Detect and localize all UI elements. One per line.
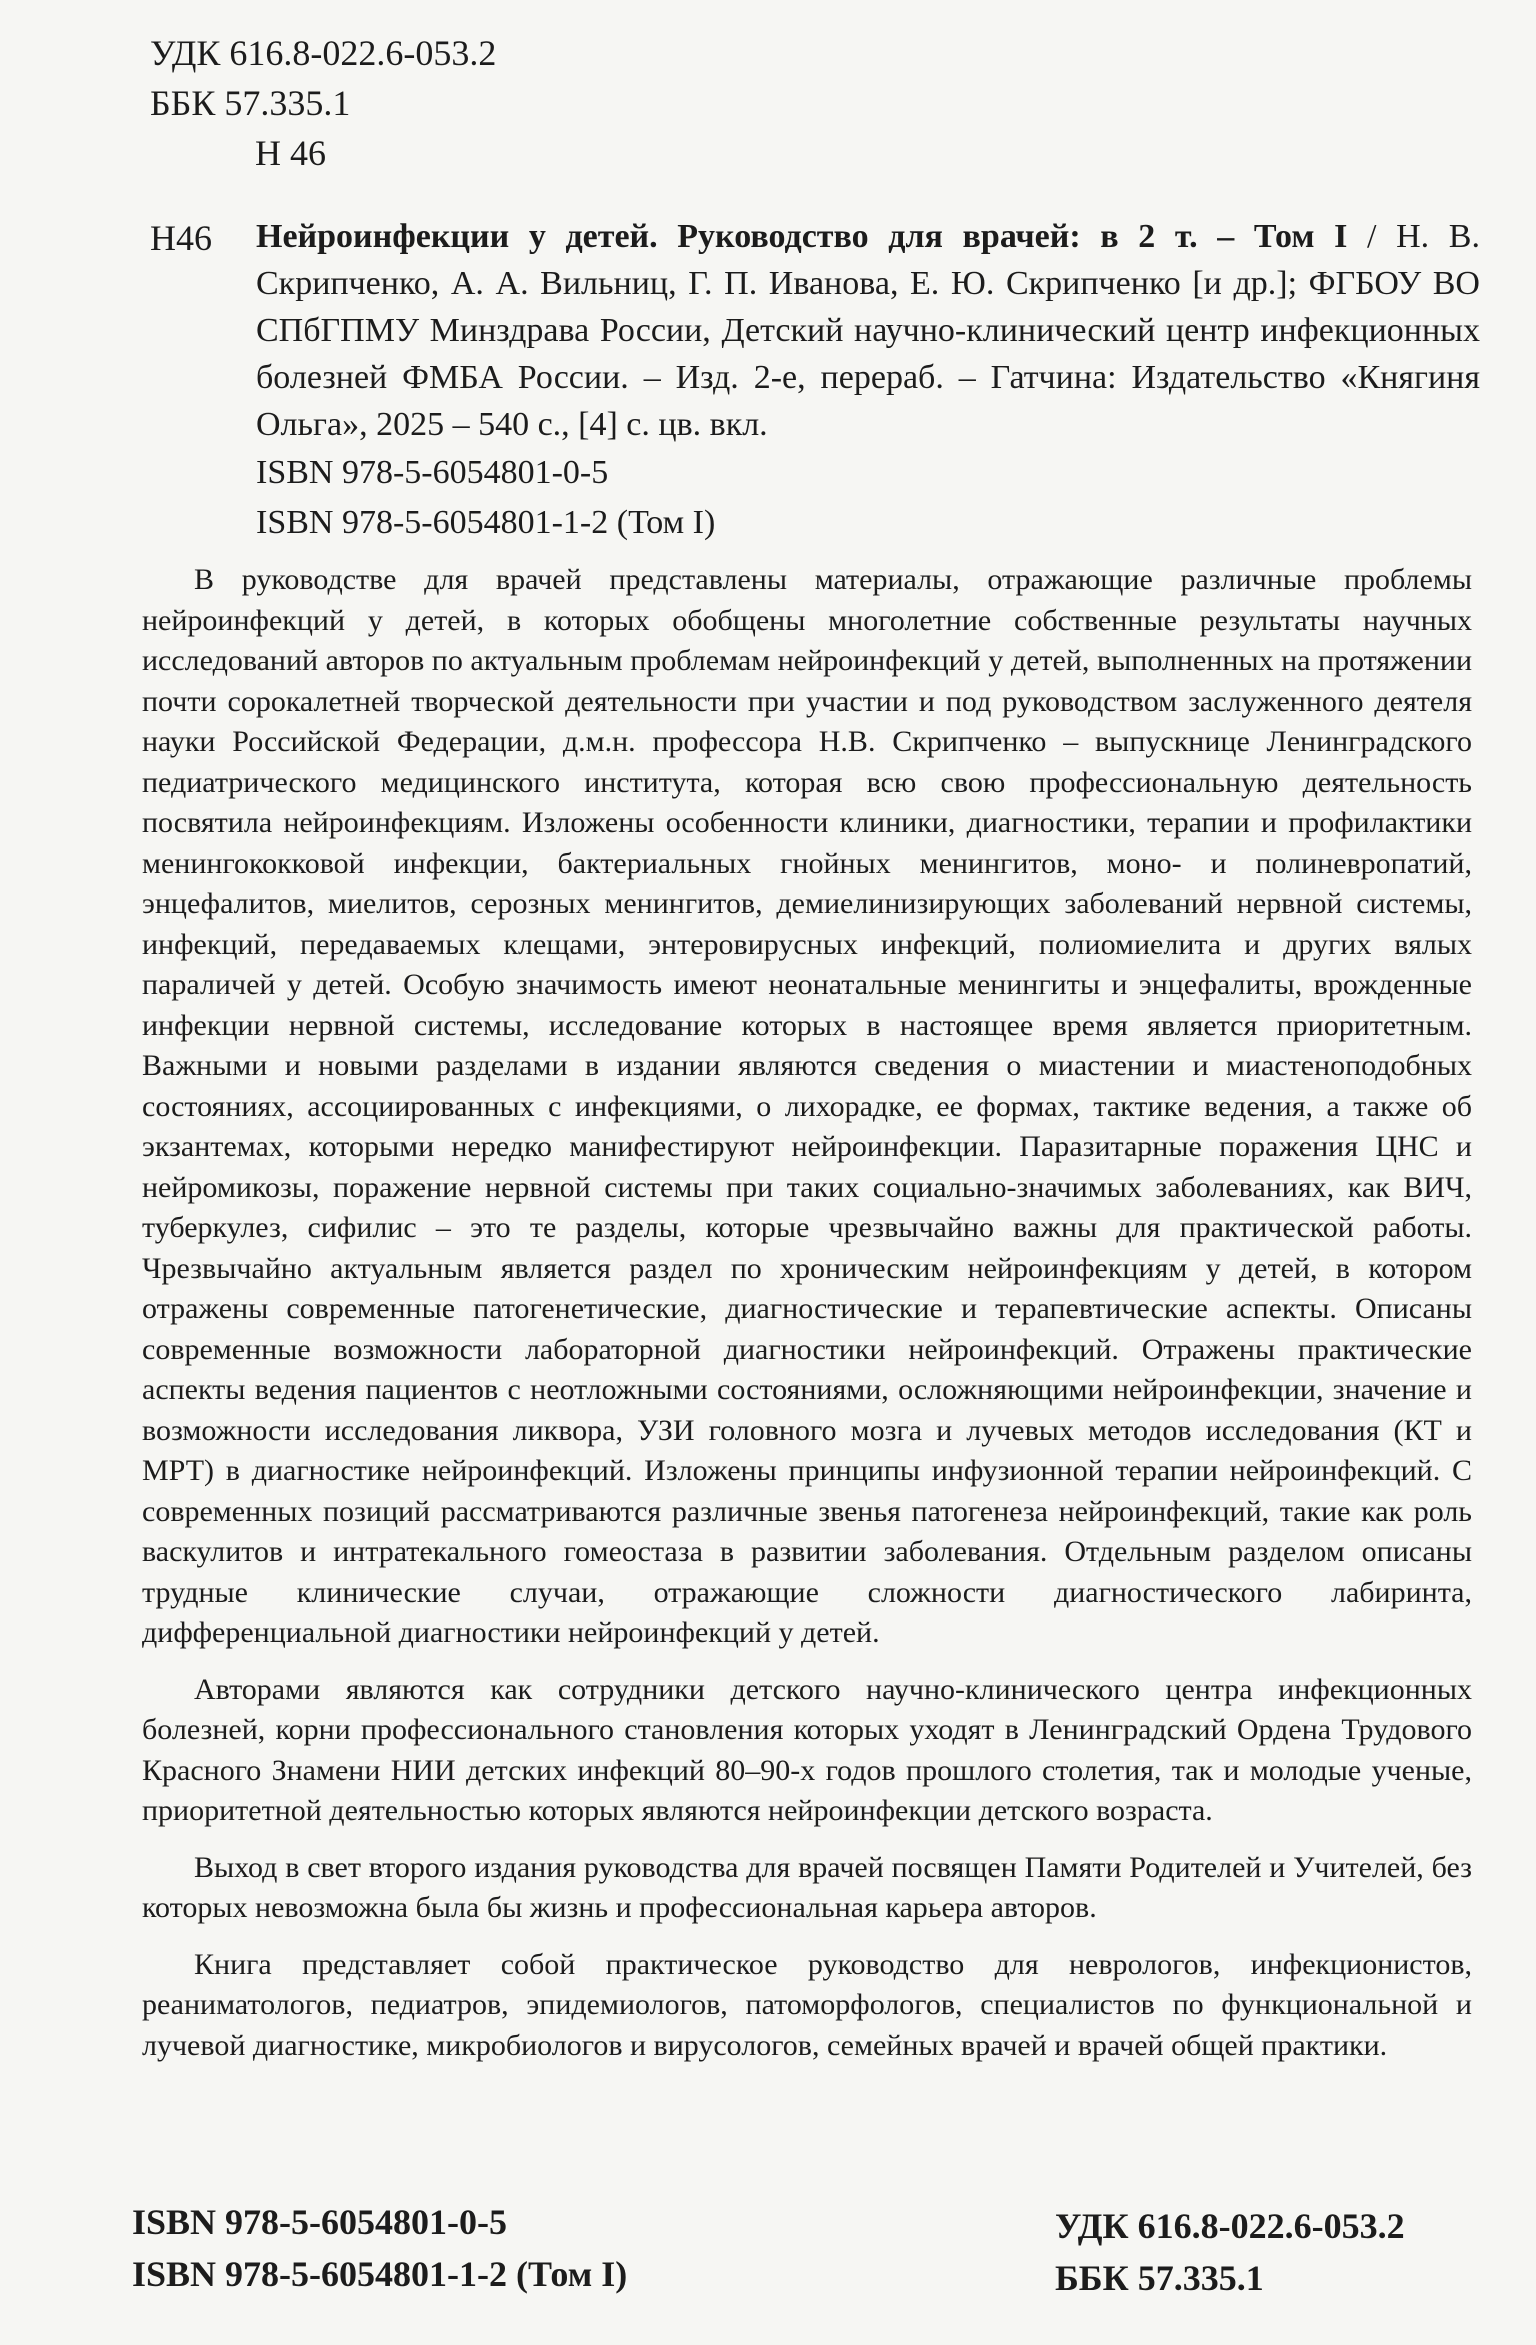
classification-header xyxy=(150,28,496,178)
annotation-paragraph: В руководстве для врачей представлены материалы, отражающие различные проблемы нейроинфекций у детей, в которых обобщены многолетние собственные результаты научных исследований авторов по актуальным проблемам нейроинфекций у детей, выполненных на протяжении почти сорокалетней творческой деятельности при участии и под руководством заслуженного деятеля науки Российской Федерации, д.м.н. профессора Н.В. Скрипченко – выпускнице Ленинградского педиатрического медицинского института, которая всю свою профессиональную деятельность посвятила нейроинфекциям. Изложены особенности клиники, диагностики, терапии и профилактики менингококковой инфекции, бактериальных гнойных менингитов, моно- и полиневропатий, энцефалитов, миелитов, серозных менингитов, демиелинизирующих заболеваний нервной системы, инфекций, передаваемых клещами, энтеровирусных инфекций, полиомиелита и других вялых параличей у детей. Особую значимость имеют неонатальные менингиты и энцефалиты, врожденные инфекции нервной системы, исследование которых в настоящее время является приоритетным. Важными и новыми разделами в издании являются сведения о миастении и миастеноподобных состояниях, ассоциированных с инфекциями, о лихорадке, ее формах, тактике ведения, а также об экзантемах, которыми нередко манифестируют нейроинфекции. Паразитарные поражения ЦНС и нейромикозы, поражение нервной системы при таких социально-значимых заболеваниях, как ВИЧ, туберкулез, сифилис – это те разделы, которые чрезвычайно важны для практической работы. Чрезвычайно актуальным является раздел по хроническим нейроинфекциям у детей, в котором отражены современные патогенетические, диагностические и терапевтические аспекты. Описаны современные возможности лабораторной диагностики нейроинфекций. Отражены практические аспекты ведения пациентов с неотложными состояниями, осложняющими нейроинфекции, значение и возможности исследования ликвора, УЗИ головного мозга и лучевых методов исследования (КТ и МРТ) в диагностике нейроинфекций. Изложены принципы инфузионной терапии нейроинфекций. С современных позиций рассматриваются различные звенья патогенеза нейроинфекций, такие как роль васкулитов и интратекального гомеостаза в развитии заболевания. Отдельным разделом описаны трудные клинические случаи, отражающие сложности диагностического лабиринта, дифференциальной диагностики нейроинфекций у детей. xyxy=(142,563,1472,1649)
footer-isbn-series: ISBN 978-5-6054801-0-5 xyxy=(132,2202,507,2242)
author-mark: Н 46 xyxy=(255,133,326,173)
bbk-code: ББК 57.335.1 xyxy=(150,83,351,123)
annotation-paragraph: Выход в свет второго издания руководства для врачей посвящен Памяти Родителей и Учителей, без которых невозможна была бы жизнь и профессиональная карьера авторов. xyxy=(142,1850,1472,1924)
statement-of-responsibility: / Н. В. Скрипченко, А. А. Вильниц, Г. П. Иванова, Е. Ю. Скрипченко [и др.]; ФГБОУ ВО СПбГПМУ Минздрава России, Детский научно-клинический центр инфекционных болезней ФМБА России. – Изд. 2-е, перераб. – Гатчина: Издательство «Княгиня Ольга», 2025 – 540 с., [4] с. цв. вкл. xyxy=(256,218,1480,443)
isbn-series: ISBN 978-5-6054801-0-5 xyxy=(256,454,609,491)
footer-isbn-volume: ISBN 978-5-6054801-1-2 (Том I) xyxy=(132,2254,628,2294)
footer-bbk-code: ББК 57.335.1 xyxy=(1055,2258,1264,2298)
footer-udk-code: УДК 616.8-022.6-053.2 xyxy=(1055,2206,1405,2246)
footer-isbn xyxy=(132,2196,627,2300)
isbn-volume: ISBN 978-5-6054801-1-2 (Том I) xyxy=(256,504,716,541)
book-title: Нейроинфекции у детей. Руководство для врачей: в 2 т. – Том I xyxy=(256,218,1348,255)
annotation xyxy=(142,560,1472,2082)
bibliographic-entry xyxy=(150,213,1480,548)
annotation-paragraph: Книга представляет собой практическое руководство для неврологов, инфекционистов, реаниматологов, педиатров, эпидемиологов, патоморфологов, специалистов по функциональной и лучевой диагностике, микробиологов и вирусологов, семейных врачей и врачей общей практики. xyxy=(142,1947,1472,2062)
footer-classification xyxy=(1055,2200,1405,2304)
entry-code: Н46 xyxy=(150,218,212,258)
udk-code: УДК 616.8-022.6-053.2 xyxy=(150,33,497,73)
bibliographic-description xyxy=(256,213,1480,448)
annotation-paragraph: Авторами являются как сотрудники детского научно-клинического центра инфекционных болезней, корни профессионального становления которых уходят в Ленинградский Ордена Трудового Красного Знамени НИИ детских инфекций 80–90-х годов прошлого столетия, так и молодые ученые, приоритетной деятельностью которых являются нейроинфекции детского возраста. xyxy=(142,1672,1472,1827)
